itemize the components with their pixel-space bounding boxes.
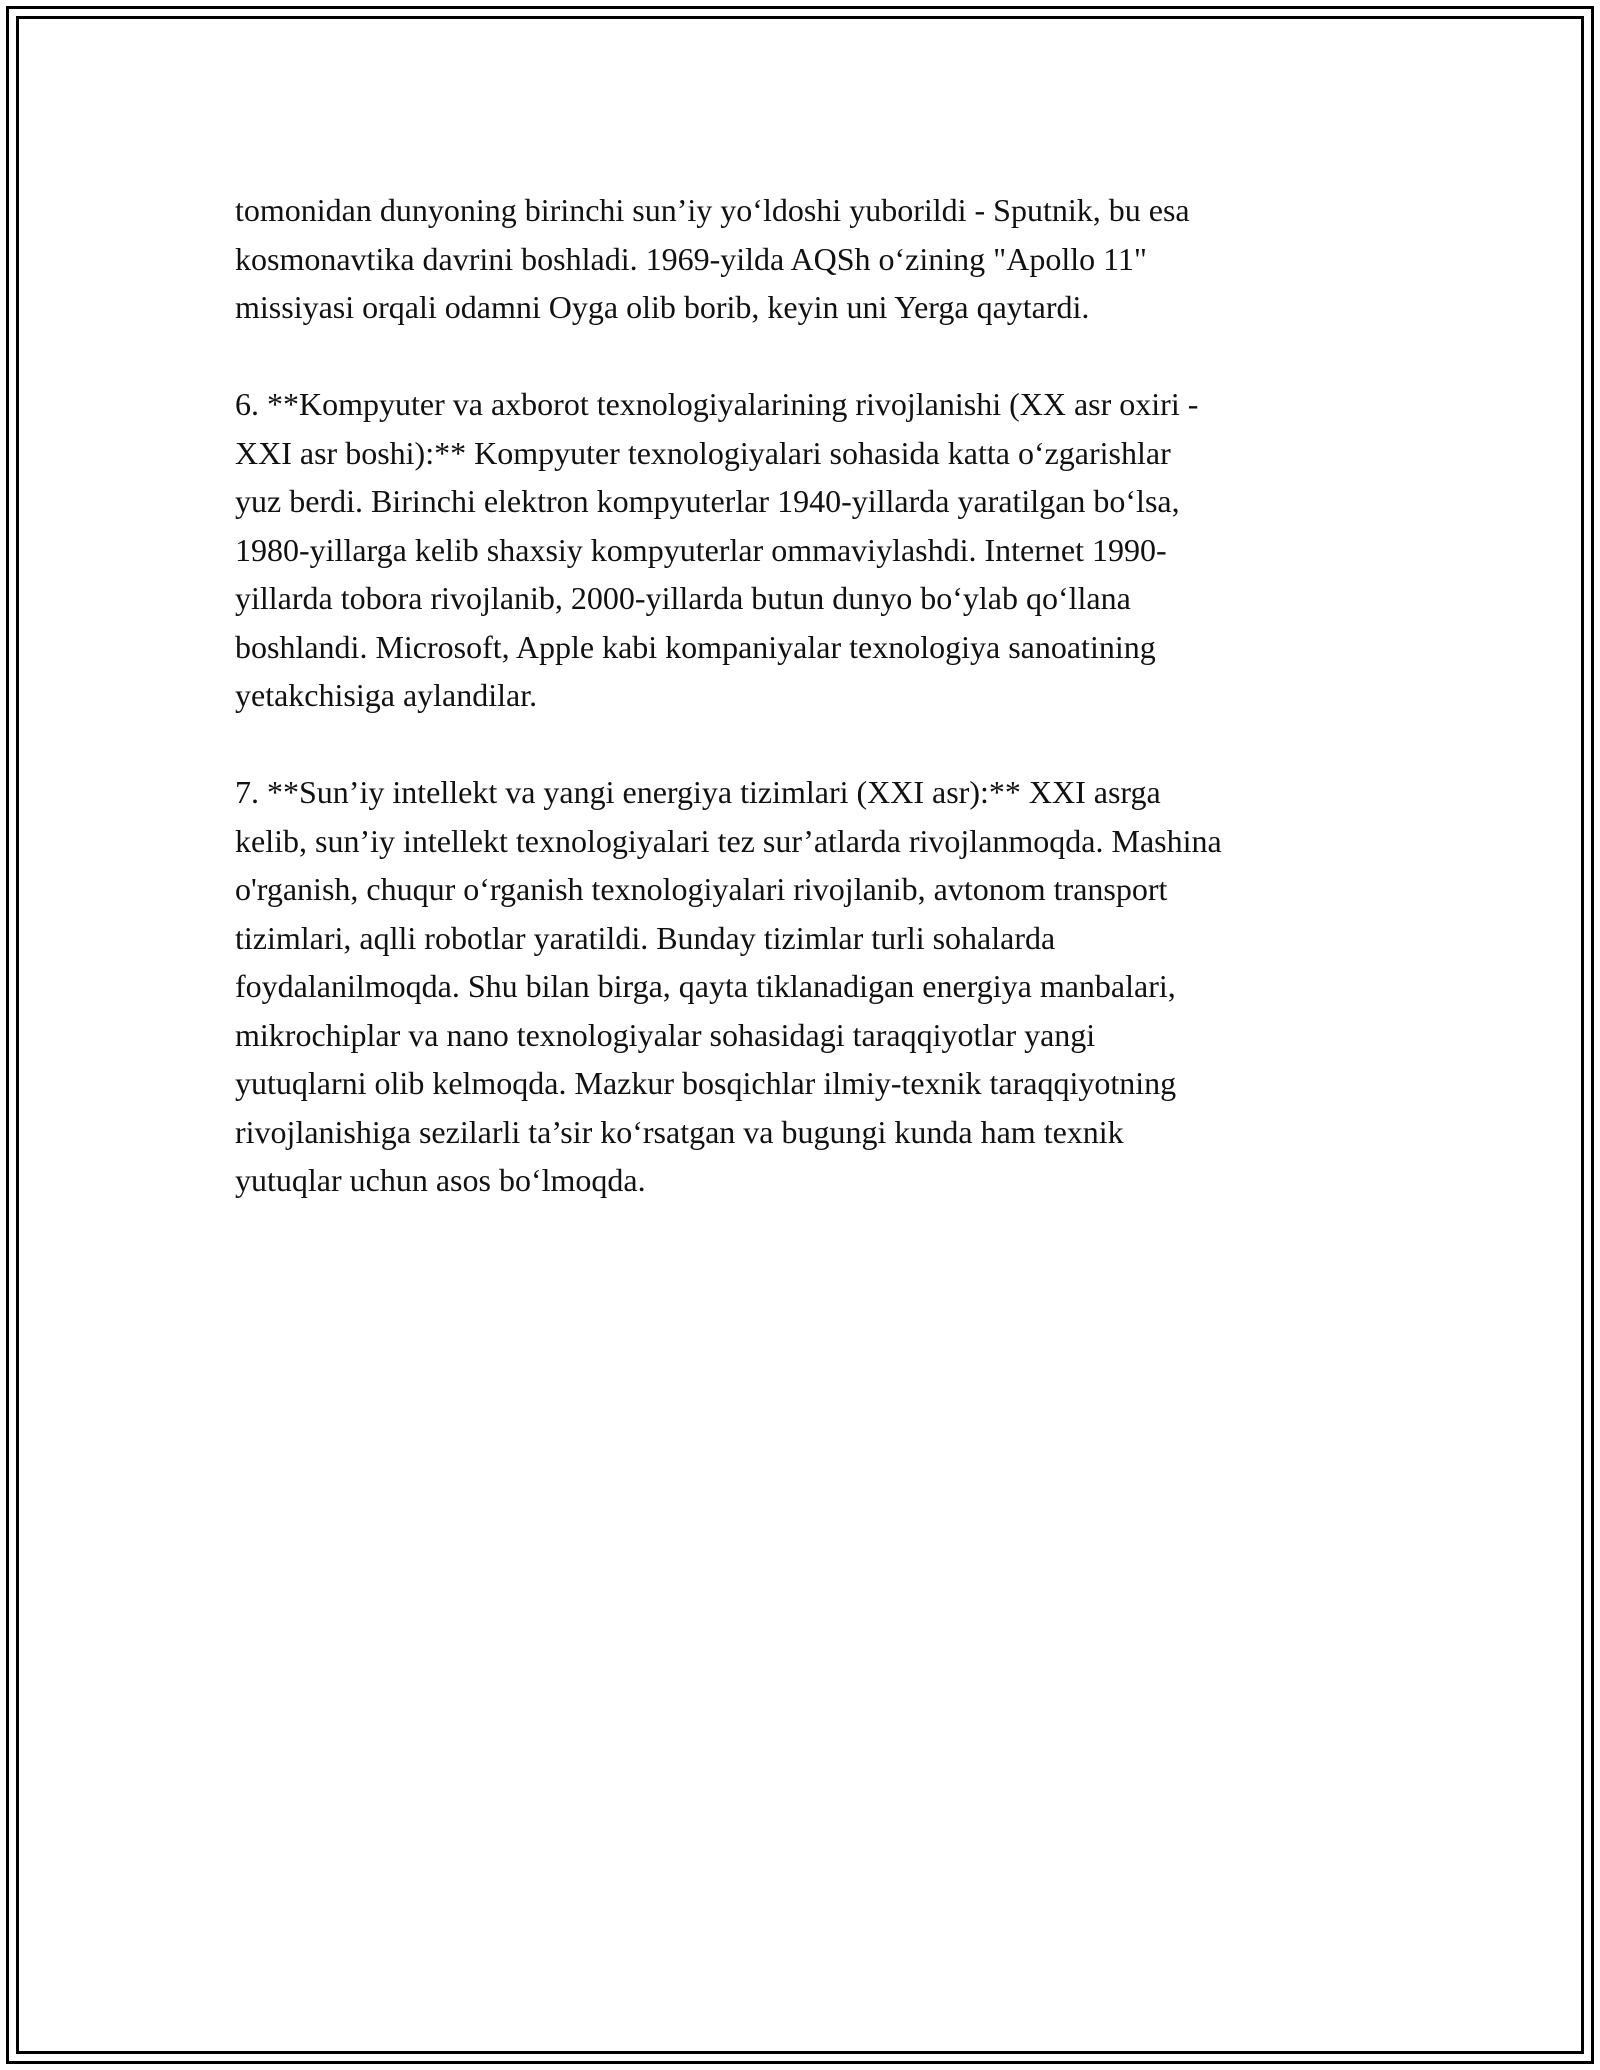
text-line: boshlandi. Microsoft, Apple kabi kompaniyalar texnologiya sanoatining xyxy=(235,628,1156,665)
text-line: XXI asr boshi):** Kompyuter texnologiyalari sohasida katta o‘zgarishlar xyxy=(235,434,1171,471)
text-line: 6. **Kompyuter va axborot texnologiyalarining rivojlanishi (XX asr oxiri - xyxy=(235,386,1199,422)
text-line: 7. **Sun’iy intellekt va yangi energiya tizimlari (XXI asr):** XXI asrga xyxy=(235,774,1161,810)
text-line: yutuqlarni olib kelmoqda. Mazkur bosqichlar ilmiy-texnik taraqqiyotning xyxy=(235,1065,1177,1101)
text-line: yillarda tobora rivojlanib, 2000-yillarda butun dunyo bo‘ylab qo‘llana xyxy=(235,580,1131,616)
paragraph-computer-technologies xyxy=(235,380,1395,720)
paragraph-artificial-intelligence xyxy=(235,768,1395,1205)
text-line: yetakchisiga aylandilar. xyxy=(235,677,538,713)
text-line: mikrochiplar va nano texnologiyalar sohasidagi taraqqiyotlar yangi xyxy=(235,1016,1096,1053)
text-line: kelib, sun’iy intellekt texnologiyalari tez sur’atlarda rivojlanmoqda. Mashina xyxy=(235,822,1222,859)
text-line: tomonidan dunyoning birinchi sun’iy yo‘ldoshi yuborildi - Sputnik, bu esa xyxy=(235,192,1190,228)
text-line: rivojlanishiga sezilarli ta’sir ko‘rsatgan va bugungi kunda ham texnik xyxy=(235,1113,1124,1150)
text-line: 1980-yillarga kelib shaxsiy kompyuterlar ommaviylashdi. Internet 1990- xyxy=(235,531,1167,568)
text-line: yutuqlar uchun asos bo‘lmoqda. xyxy=(235,1162,646,1198)
text-line: o'rganish, chuqur o‘rganish texnologiyalari rivojlanib, avtonom transport xyxy=(235,871,1168,907)
text-line: missiyasi orqali odamni Oyga olib borib, keyin uni Yerga qaytardi. xyxy=(235,289,1090,325)
text-line: yuz berdi. Birinchi elektron kompyuterlar 1940-yillarda yaratilgan bo‘lsa, xyxy=(235,483,1180,519)
text-line: foydalanilmoqda. Shu bilan birga, qayta tiklanadigan energiya manbalari, xyxy=(235,968,1176,1004)
paragraph-sputnik xyxy=(235,186,1395,332)
document-body xyxy=(235,186,1395,1205)
text-line: kosmonavtika davrini boshladi. 1969-yilda AQSh o‘zining "Apollo 11" xyxy=(235,240,1147,277)
text-line: tizimlari, aqlli robotlar yaratildi. Bunday tizimlar turli sohalarda xyxy=(235,919,1056,956)
